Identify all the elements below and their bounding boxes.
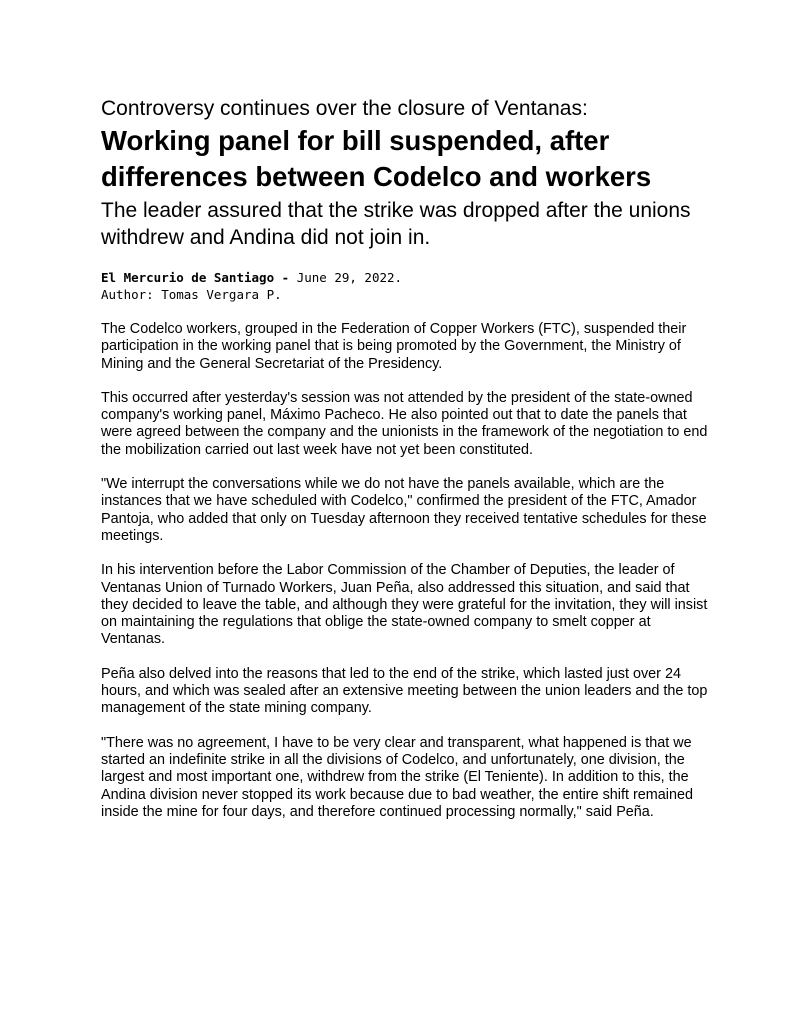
article-deck: The leader assured that the strike was dropped after the unions withdrew and Andina did not join in. — [101, 199, 691, 249]
article-kicker: Controversy continues over the closure of Ventanas: — [101, 97, 588, 120]
article-headline: Working panel for bill suspended, after differences between Codelco and workers — [101, 125, 652, 192]
article-author: Author: Tomas Vergara P. — [101, 287, 282, 302]
paragraph: Peña also delved into the reasons that led to the end of the strike, which lasted just over 24 hours, and which was sealed after an extensive meeting between the union leaders and the top management of the state mining company. — [101, 665, 708, 717]
article-date: June 29, 2022. — [296, 270, 403, 285]
article-meta — [101, 269, 716, 303]
article-source: El Mercurio de Santiago - — [101, 270, 290, 285]
source-line — [101, 269, 716, 286]
article — [101, 96, 716, 838]
paragraph: The Codelco workers, grouped in the Federation of Copper Workers (FTC), suspended their participation in the working panel that is being promoted by the Government, the Ministry of Mining and the General Secretariat of the Presidency. — [101, 321, 687, 372]
article-body — [101, 321, 716, 821]
paragraph: In his intervention before the Labor Commission of the Chamber of Deputies, the leader of Ventanas Union of Turnado Workers, Juan Peña, also addressed this situation, and said that they decided to leave the table, and although they were grateful for the invitation, they will insist on maintaining the regulations that oblige the state-owned company to smelt copper at Ventanas. — [101, 562, 708, 648]
paragraph: "There was no agreement, I have to be very clear and transparent, what happened is that we started an indefinite strike in all the divisions of Codelco, and unfortunately, one division, the largest and most important one, withdrew from the strike (El Teniente). In addition to this, the Andina division never stopped its work because due to bad weather, the entire shift remained inside the mine for four days, and therefore continued processing normally," said Peña. — [101, 734, 693, 820]
paragraph: This occurred after yesterday's session was not attended by the president of the state-owned company's working panel, Máximo Pacheco. He also pointed out that to date the panels that were agreed between the company and the unionists in the framework of the negotiation to end the mobilization carried out last week have not yet been constituted. — [101, 389, 708, 458]
paragraph: "We interrupt the conversations while we do not have the panels available, which are the instances that we have scheduled with Codelco," confirmed the president of the FTC, Amador Pantoja, who added that only on Tuesday afternoon they received tentative schedules for these meetings. — [101, 476, 707, 544]
